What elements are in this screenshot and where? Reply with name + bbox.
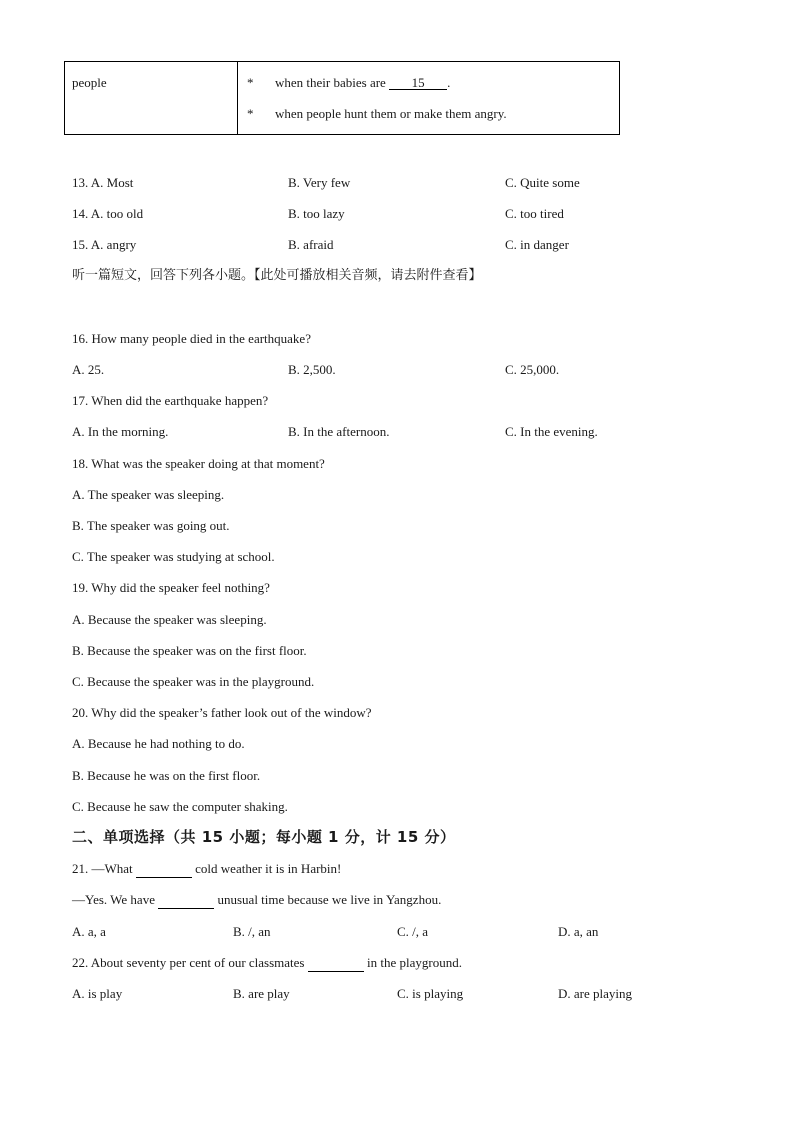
q21-option-c: C. /, a [397, 924, 429, 939]
q14-option-a: 14. A. too old [72, 206, 144, 221]
q21-line-1-before: 21. —What [72, 861, 136, 876]
bullet-star: * [247, 75, 254, 90]
q14-option-b: B. too lazy [288, 206, 345, 221]
q22-option-a: A. is play [72, 986, 123, 1001]
q16-stem: 16. How many people died in the earthquake? [72, 331, 311, 346]
q21-line-2 [72, 892, 441, 909]
q17-option-b: B. In the afternoon. [288, 424, 390, 439]
table-cell-left [65, 62, 238, 135]
table-row-1-before: when their babies are [275, 75, 390, 90]
q20-stem: 20. Why did the speaker’s father look out of the window? [72, 705, 372, 720]
q17-stem: 17. When did the earthquake happen? [72, 393, 269, 408]
q15-option-c: C. in danger [505, 237, 569, 252]
q13-option-a: 13. A. Most [72, 175, 134, 190]
table-col1-text: people [72, 75, 107, 90]
table-row-1-after: . [447, 75, 451, 90]
q21-option-a: A. a, a [72, 924, 106, 939]
q19-option-b: B. Because the speaker was on the first floor. [72, 643, 307, 658]
fill-blank-15: 15 [389, 76, 447, 90]
q21-blank-1 [136, 861, 192, 878]
answer-table [64, 61, 620, 135]
q18-stem: 18. What was the speaker doing at that moment? [72, 456, 325, 471]
q16-option-b: B. 2,500. [288, 362, 336, 377]
q22-option-c: C. is playing [397, 986, 464, 1001]
q16-option-c: C. 25,000. [505, 362, 560, 377]
q22-stem-before: 22. About seventy per cent of our classmates [72, 955, 308, 970]
q22-stem [72, 955, 462, 972]
listening-instruction: 听一篇短文，回答下列各小题。【此处可播放相关音频，请去附件查看】 [72, 268, 482, 283]
q20-option-c: C. Because he saw the computer shaking. [72, 799, 288, 814]
table-row-2 [247, 106, 507, 122]
q15-option-b: B. afraid [288, 237, 334, 252]
q22-option-b: B. are play [233, 986, 290, 1001]
q20-option-a: A. Because he had nothing to do. [72, 736, 245, 751]
q18-option-c: C. The speaker was studying at school. [72, 549, 275, 564]
section-2-heading: 二、单项选择（共 15 小题；每小题 1 分，计 15 分） [72, 828, 456, 846]
q20-option-b: B. Because he was on the first floor. [72, 768, 261, 783]
bullet-star: * [247, 106, 254, 121]
q19-stem: 19. Why did the speaker feel nothing? [72, 580, 270, 595]
q16-option-a: A. 25. [72, 362, 105, 377]
q19-option-c: C. Because the speaker was in the playground. [72, 674, 315, 689]
q15-option-a: 15. A. angry [72, 237, 137, 252]
q13-option-c: C. Quite some [505, 175, 580, 190]
q22-stem-after: in the playground. [363, 955, 462, 970]
table-row-1 [247, 75, 450, 91]
q21-line-2-before: —Yes. We have [72, 892, 159, 907]
q22-blank [308, 955, 364, 972]
table-row-2-text: when people hunt them or make them angry. [275, 106, 507, 121]
q14-option-c: C. too tired [505, 206, 564, 221]
q21-option-d: D. a, an [558, 924, 599, 939]
q18-option-b: B. The speaker was going out. [72, 518, 230, 533]
q21-line-2-after: unusual time because we live in Yangzhou. [214, 892, 442, 907]
q21-option-b: B. /, an [233, 924, 271, 939]
table-cell-right [238, 62, 620, 135]
q22-option-d: D. are playing [558, 986, 633, 1001]
q19-option-a: A. Because the speaker was sleeping. [72, 612, 267, 627]
q13-option-b: B. Very few [288, 175, 351, 190]
q18-option-a: A. The speaker was sleeping. [72, 487, 225, 502]
q21-line-1 [72, 861, 341, 878]
q21-line-1-after: cold weather it is in Harbin! [191, 861, 342, 876]
q17-option-a: A. In the morning. [72, 424, 169, 439]
q21-blank-2 [158, 892, 214, 909]
q17-option-c: C. In the evening. [505, 424, 598, 439]
